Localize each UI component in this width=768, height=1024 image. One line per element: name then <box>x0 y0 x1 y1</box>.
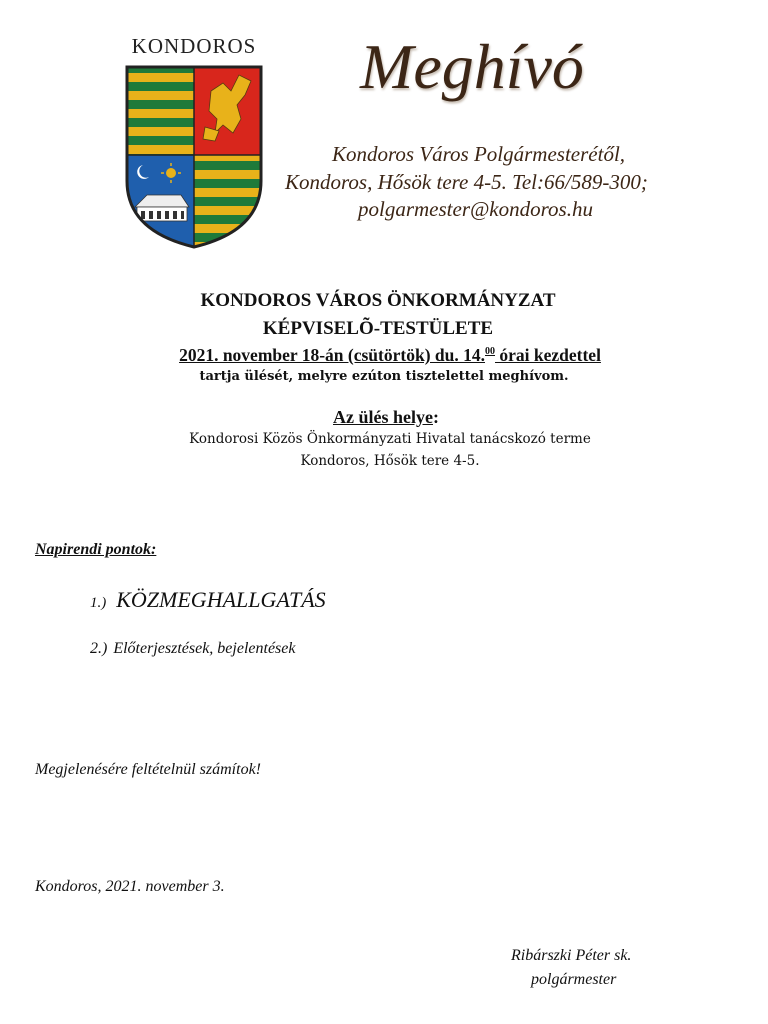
agenda-heading: Napirendi pontok: <box>35 541 157 558</box>
invitation-sentence: tartja ülését, melyre ezúton tisztelettel meghívom. <box>199 369 569 384</box>
agenda-item-text: KÖZMEGHALLGATÁS <box>116 587 326 612</box>
sender-address-line: Kondoros, Hősök tere 4-5. Tel:66/589-300; <box>285 170 648 194</box>
coat-of-arms <box>116 34 272 251</box>
organization-body: KÉPVISELÕ-TESTÜLETE <box>262 318 494 339</box>
venue-heading-text: Az ülés helye <box>333 407 433 427</box>
agenda-item <box>90 587 326 613</box>
venue-heading <box>2 407 768 428</box>
agenda-item-number: 1.) <box>90 595 107 611</box>
organization-name: KONDOROS VÁROS ÖNKORMÁNYZAT <box>200 290 556 311</box>
agenda-item-text: Előterjesztések, bejelentések <box>113 640 296 657</box>
venue-address: Kondoros, Hősök tere 4-5. <box>300 453 480 469</box>
venue-heading-colon: : <box>432 407 439 427</box>
meeting-time-minutes: 00 <box>485 346 495 357</box>
venue-room: Kondorosi Közös Önkormányzati Hivatal tanácskozó terme <box>189 431 591 447</box>
signatory-name: Ribárszki Péter sk. <box>511 947 632 964</box>
place-and-date: Kondoros, 2021. november 3. <box>35 878 225 895</box>
signatory-title: polgármester <box>531 971 617 988</box>
agenda-item <box>90 640 295 658</box>
meeting-time-suffix: órai kezdettel <box>495 345 601 365</box>
shield-icon <box>119 61 269 251</box>
sender-email: polgarmester@kondoros.hu <box>358 197 593 221</box>
closing-remark: Megjelenésére feltételnül számítok! <box>35 761 261 778</box>
sender-line-1: Kondoros Város Polgármesterétől, <box>332 142 626 166</box>
invitation-title: Meghívó <box>360 31 584 102</box>
meeting-date-line <box>6 345 768 366</box>
crest-town-name: KONDOROS <box>131 34 257 58</box>
agenda-item-number: 2.) <box>90 640 108 657</box>
meeting-date: 2021. november 18-án (csütörtök) du. 14. <box>179 345 485 365</box>
